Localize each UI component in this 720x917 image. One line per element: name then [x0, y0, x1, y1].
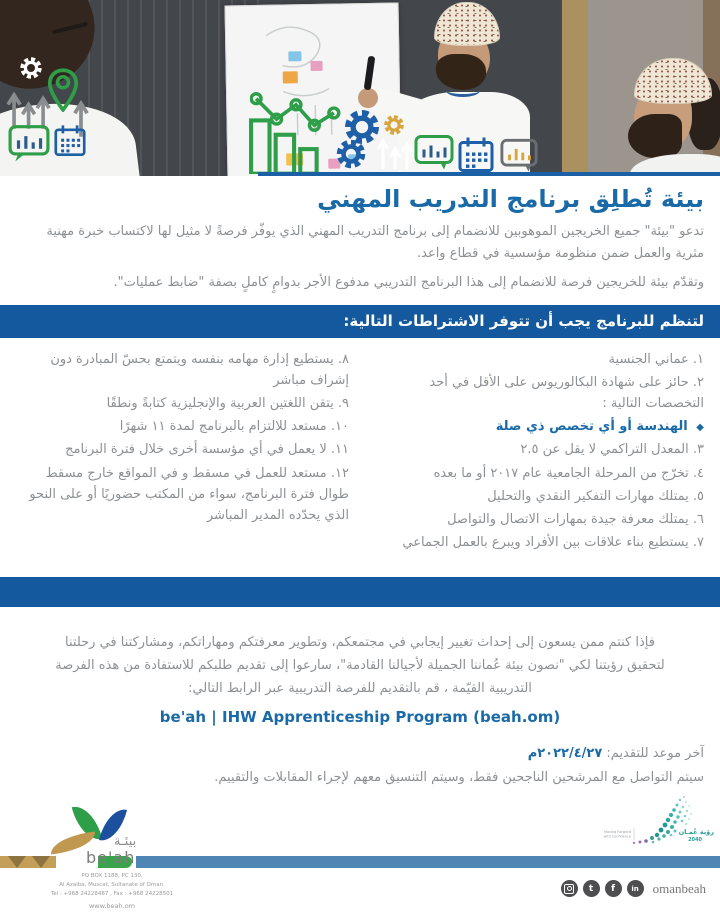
requirement-item: ٧. يستطيع بناء علاقات بين الأفراد ويبرع بالعمل الجماعي [402, 534, 704, 550]
requirement-item: ١٢. مستعد للعمل في مسقط و في المواقع خارج مسقط طوال فترة البرنامج، سواء من المكتب حضوريًا أو على النحو الذي يحدّده المدير المباشر [29, 465, 349, 523]
intro-paragraph-1: تدعو "بيئة" جميع الخريجين الموهوبين للانضمام إلى برنامج التدريب المهني الذي يوفّر فرصةً لا مثيل لها لاكتساب خبرة مهنية مثرية والعمل ضمن منظومة مؤسسية في قطاع واعد. [46, 224, 704, 262]
bar-chart-icon [248, 116, 332, 176]
address-line: Tel : +968 24228487 , Fax : +968 24228501 [50, 890, 174, 897]
website-link[interactable]: www.beah.om [88, 902, 136, 910]
social-handle: omanbeah [652, 880, 706, 896]
deadline-label: آخر موعد للتقديم: [606, 745, 704, 761]
leaf-notch [32, 856, 50, 868]
requirements-column-left [16, 349, 349, 554]
white-arrows-icon [377, 128, 417, 176]
chart-speech-bubble-icon [8, 124, 50, 168]
twitter-icon[interactable]: t [583, 880, 600, 897]
svg-text:رؤية عُمـان: رؤية عُمـان [678, 828, 714, 836]
presenter-hand [358, 88, 378, 108]
beah-logo [50, 804, 180, 867]
calendar-icon [458, 136, 494, 176]
requirement-item: ٨. يستطيع إدارة مهامه بنفسه ويتمتع بحسّ المبادرة دون إشراف مباشر [50, 352, 349, 389]
linkedin-icon[interactable]: in [627, 880, 644, 897]
intro-paragraph-2: وتقدّم بيئة للخريجين فرصة للانضمام إلى هذا البرنامج التدريبي مدفوع الأجر بدوامٍ كاملٍ بصفة "ضابط عمليات". [113, 275, 704, 291]
svg-text:2040: 2040 [688, 837, 702, 843]
gray-chart-speech-bubble-icon [500, 138, 538, 176]
wood-panel [562, 0, 588, 176]
chart-speech-bubble-icon [414, 134, 454, 176]
requirements-header-bar: لتنظم للبرنامج يجب أن تتوفر الاشتراطات التالية: [0, 305, 720, 338]
hero-photo [0, 0, 720, 176]
gear-icon [19, 56, 43, 84]
requirement-item: ٤. تخرّج من المرحلة الجامعية عام ٢٠١٧ أو ما بعده [433, 465, 704, 481]
diamond-bullet-icon: ◆ [696, 422, 704, 434]
leaf-notch [8, 856, 26, 868]
requirement-item: ٣. المعدل التراكمي لا يقل عن ٢.٥ [520, 442, 704, 458]
sticky-note [310, 61, 322, 71]
sticky-note [288, 51, 301, 61]
requirements-columns [0, 338, 720, 554]
beah-arabic-wordmark: بيئـة [114, 834, 137, 849]
footer-strip-blue [136, 856, 720, 868]
requirement-highlight-text: الهندسة أو أي تخصص ذي صلة [495, 419, 688, 435]
requirement-item: ٩. يتقن اللغتين العربية والإنجليزية كتابةً ونطقًا [106, 396, 349, 412]
social-links [561, 880, 706, 897]
cta-paragraph: فإذا كنتم ممن يسعون إلى إحداث تغيير إيجابي في مجتمعكم، وتطوير معرفتكم ومهاراتكم، ومشاركتنا في رحلتنا لتحقيق رؤيتنا لكي "نصون بيئة عُماننا الجميلة لأجيالنا القادمة"، سارعوا إلى تقديم طلبكم للاستفادة من هذه الفرصة التدريبية القيّمة ، قم بالتقديم للفرصة التدريبية عبر الرابط التالي: [55, 634, 665, 697]
address-line: PO BOX 1188, PC 130. [81, 873, 143, 879]
requirement-item: ١١. لا يعمل في أي مؤسسة أخرى خلال فترة البرنامج [65, 442, 349, 458]
requirement-item: ٢. حائز على شهادة البكالوريوس على الأقل في أحد التخصصات التالية : [429, 375, 704, 412]
sticky-note [283, 71, 298, 83]
instagram-icon[interactable] [561, 880, 578, 897]
svg-text:with Confidence: with Confidence [603, 834, 631, 839]
divider-line [258, 172, 720, 176]
requirement-item: ٥. يمتلك مهارات التفكير النقدي والتحليل [487, 488, 704, 504]
requirement-item: ١. عماني الجنسية [608, 352, 704, 368]
svg-text:Moving Forward: Moving Forward [604, 830, 631, 834]
poster-content [0, 176, 720, 785]
address-block [28, 872, 196, 898]
apply-link[interactable]: be'ah | IHW Apprenticeship Program (beah.om) [159, 707, 561, 726]
footer-strip-tan [0, 856, 56, 868]
requirement-item: ٦. يمتلك معرفة جيدة بمهارات الاتصال والتواصل [447, 511, 704, 527]
deadline-line [16, 746, 704, 761]
blue-divider-bar [0, 577, 720, 607]
note-text: سيتم التواصل مع المرشحين الناجحين فقط، وسيتم التنسيق معهم لإجراء المقابلات والتقييم. [214, 769, 704, 785]
calendar-icon [54, 123, 86, 162]
gears-icon [335, 138, 367, 174]
oman-vision-2040-logo [594, 794, 716, 850]
page-title: بيئة تُطلِق برنامج التدريب المهني [317, 185, 704, 213]
requirement-item: ١٠. مستعد للالتزام بالبرنامج لمدة ١١ شهرًا [119, 419, 349, 435]
presenter-collar [446, 84, 480, 97]
person-right-beard [628, 114, 682, 158]
deadline-date: ٢٠٢٢/٤/٢٧م [527, 745, 603, 761]
facebook-icon[interactable]: f [605, 880, 622, 897]
beah-latin-wordmark: be'ah [86, 848, 136, 867]
footer [0, 790, 720, 917]
requirements-column-right [371, 349, 704, 554]
address-line: Al Azaiba, Muscat, Sultanate of Oman. [59, 881, 165, 888]
requirement-highlight-item [371, 416, 704, 437]
